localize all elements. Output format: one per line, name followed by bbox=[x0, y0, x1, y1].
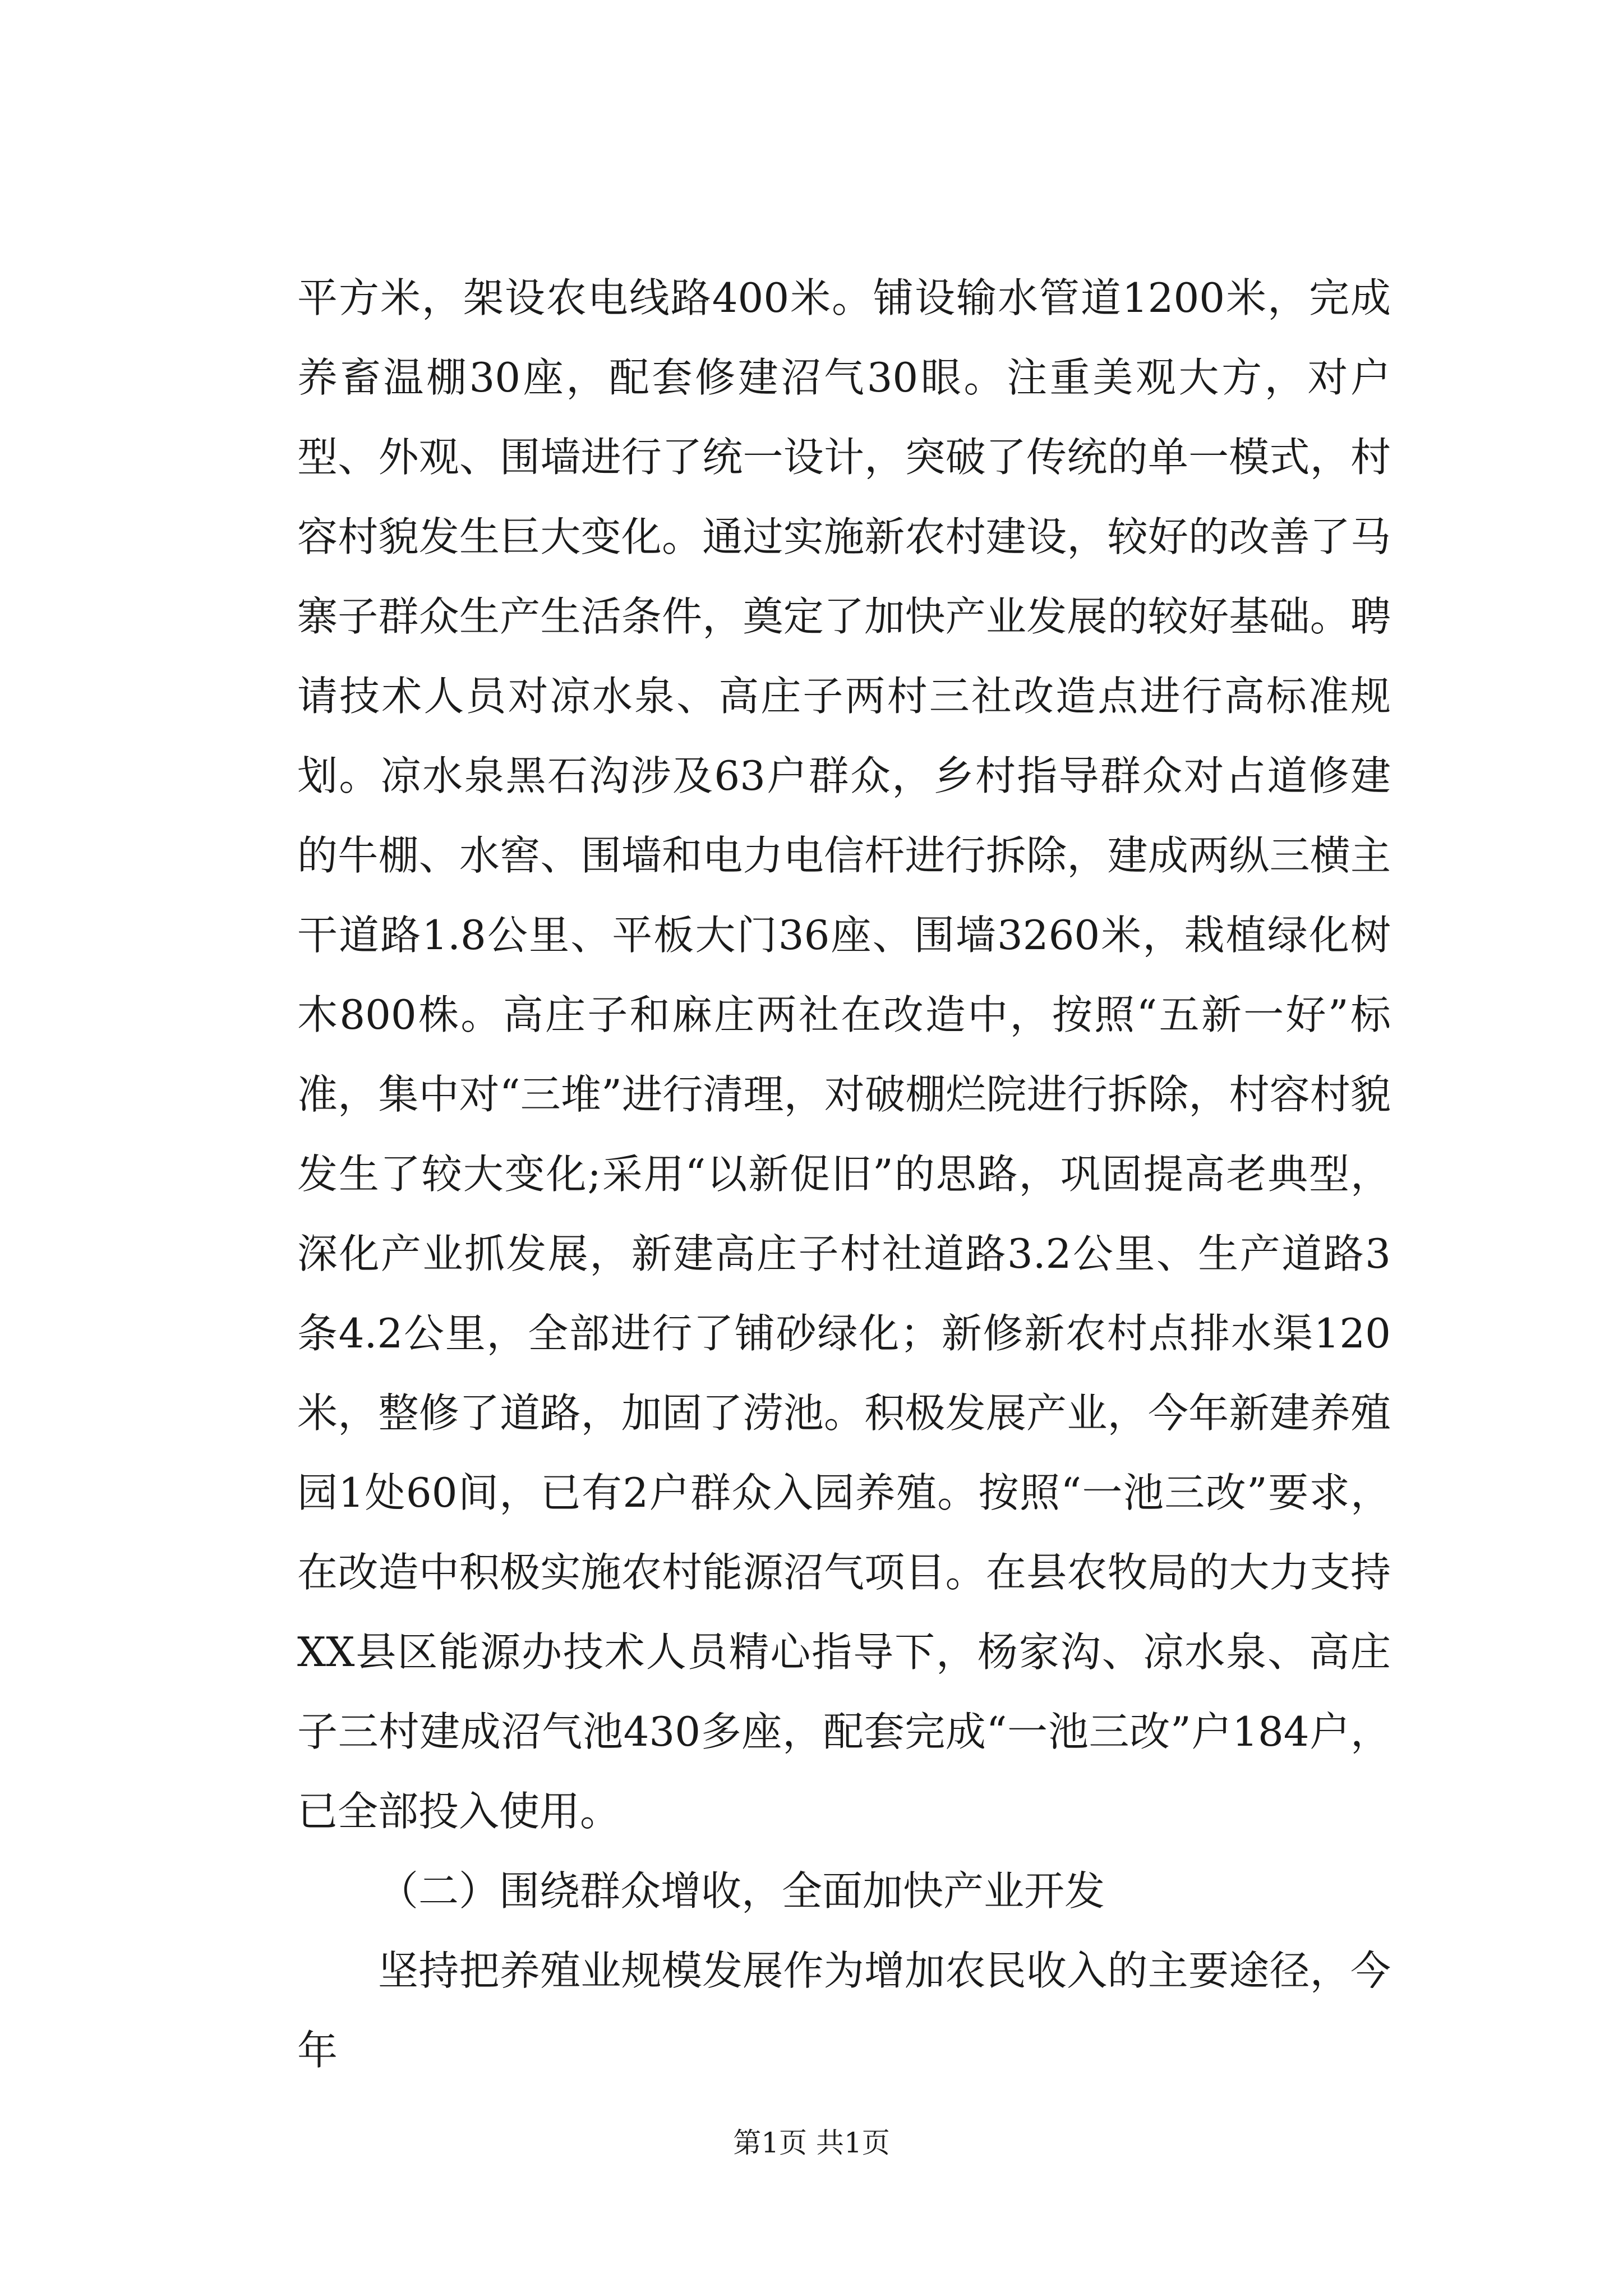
page-footer: 第1页 共1页 bbox=[733, 2127, 890, 2159]
paragraph-indented: 坚持把养殖业规模发展作为增加农民收入的主要途径，今年 bbox=[297, 1947, 1391, 2074]
paragraph-continuation: 平方米，架设农电线路400米。铺设输水管道1200米，完成养畜温棚30座，配套修建沼气30眼。注重美观大方，对户型、外观、围墙进行了统一设计，突破了传统的单一模式，村容村貌发生巨大变化。通过实施新农村建设，较好的改善了马寨子群众生产生活条件，奠定了加快产业发展的较好基础。聘请技术人员对凉水泉、高庄子两村三社改造点进行高标准规划。凉水泉黑石沟涉及63户群众，乡村指导群众对占道修建的牛棚、水窖、围墙和电力电信杆进行拆除，建成两纵三横主干道路1.8公里、平板大门36座、围墙3260米，栽植绿化树木800株。高庄子和麻庄两社在改造中，按照“五新一好”标准，集中对“三堆”进行清理，对破棚烂院进行拆除，村容村貌发生了较大变化;采用“以新促旧”的思路，巩固提高老典型，深化产业抓发展，新建高庄子村社道路3.2公里、生产道路3条4.2公里，全部进行了铺砂绿化；新修新农村点排水渠120米，整修了道路，加固了涝池。积极发展产业，今年新建养殖园1处60间，已有2户群众入园养殖。按照“一池三改”要求，在改造中积极实施农村能源沼气项目。在县农牧局的大力支持XX县区能源办技术人员精心指导下，杨家沟、凉水泉、高庄子三村建成沼气池430多座，配套完成“一池三改”户184户，已全部投入使用。 bbox=[297, 274, 1391, 1835]
document-body bbox=[297, 258, 1391, 2090]
section-heading: （二）围绕群众增收，全面加快产业开发 bbox=[378, 1867, 1105, 1915]
